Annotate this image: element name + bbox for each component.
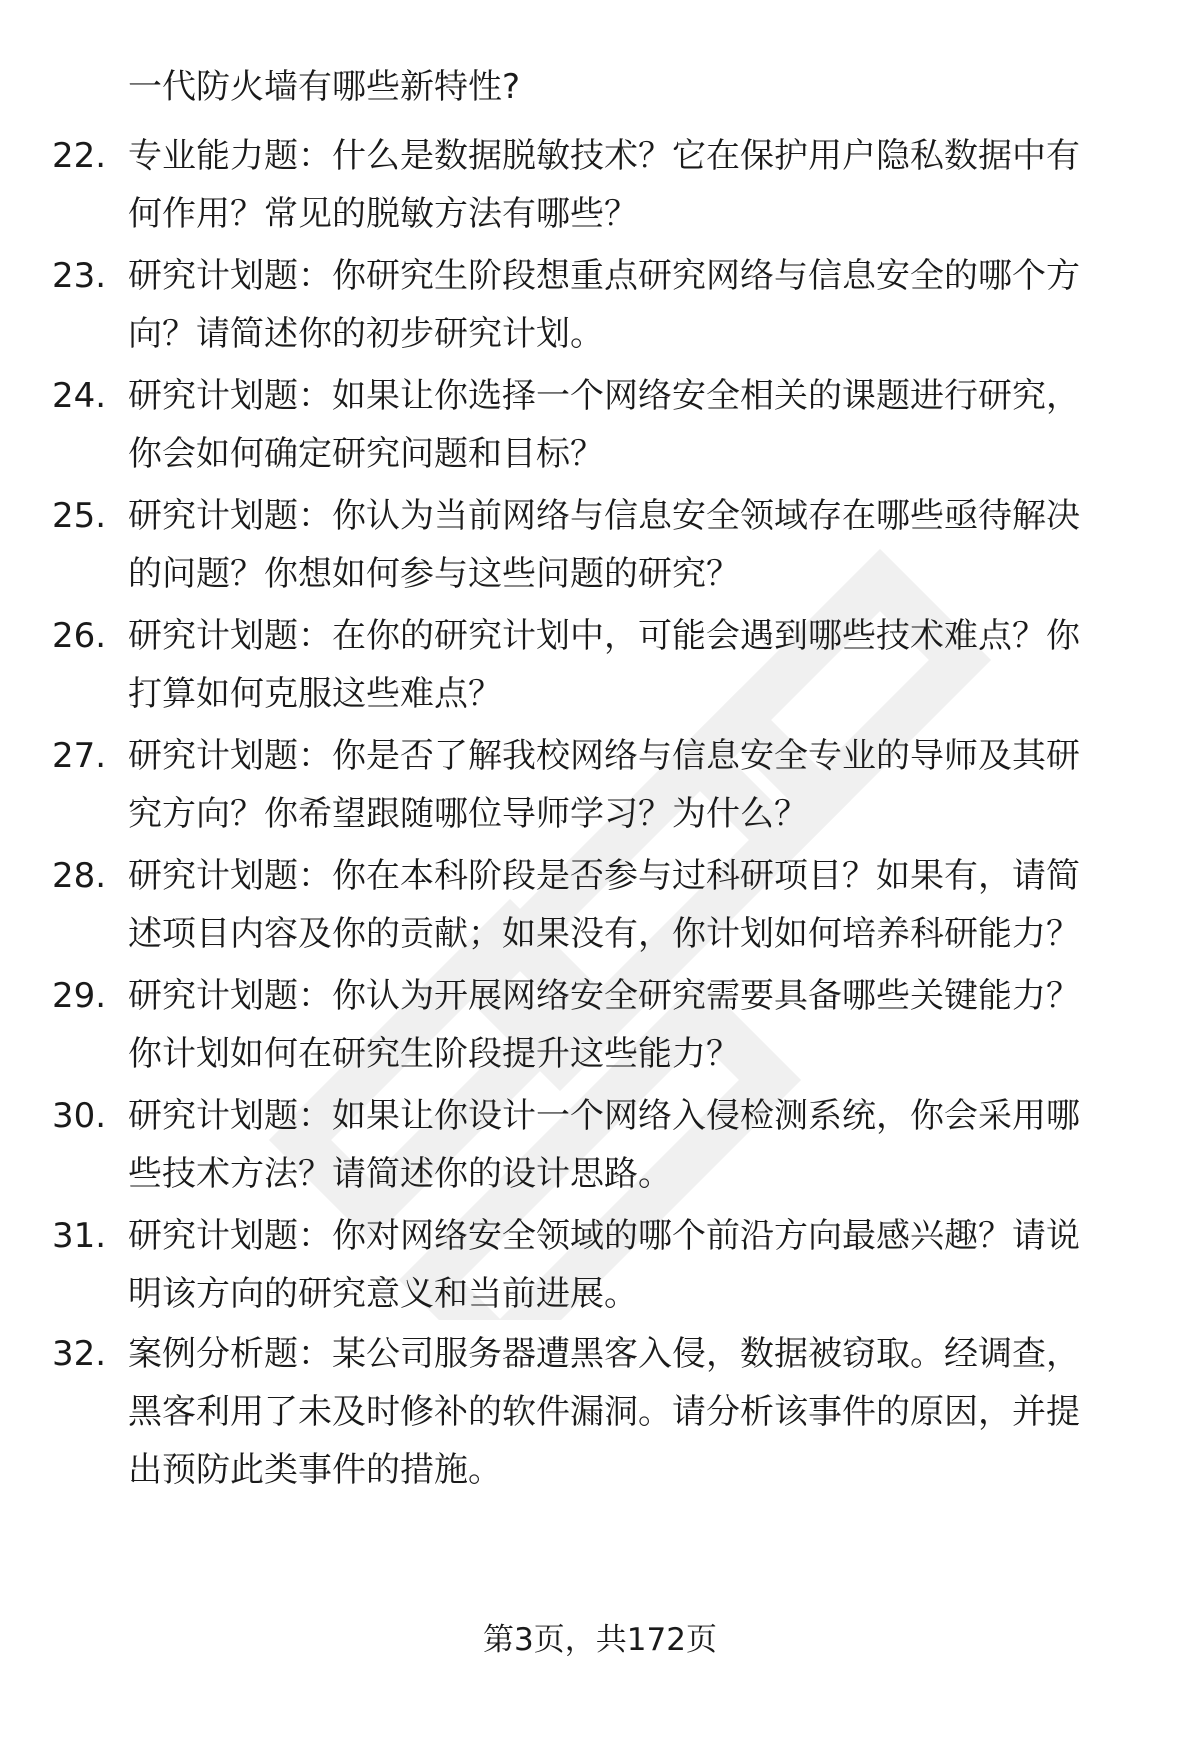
list-item bbox=[0, 247, 1200, 367]
question-line: 研究计划题：你是否了解我校网络与信息安全专业的导师及其研 bbox=[128, 736, 1080, 776]
question-number: 27. bbox=[52, 736, 107, 776]
question-line: 黑客利用了未及时修补的软件漏洞。请分析该事件的原因，并提 bbox=[128, 1392, 1080, 1432]
question-number: 30. bbox=[52, 1096, 107, 1136]
question-text bbox=[128, 367, 1158, 483]
question-number: 28. bbox=[52, 856, 107, 896]
question-line: 研究计划题：你对网络安全领域的哪个前沿方向最感兴趣？请说 bbox=[128, 1216, 1080, 1256]
question-line: 打算如何克服这些难点？ bbox=[128, 674, 502, 714]
question-line: 专业能力题：什么是数据脱敏技术？它在保护用户隐私数据中有 bbox=[128, 136, 1080, 176]
question-number: 25. bbox=[52, 496, 107, 536]
question-text bbox=[128, 967, 1158, 1083]
question-number: 24. bbox=[52, 376, 107, 416]
list-item bbox=[0, 1207, 1200, 1327]
question-text bbox=[128, 607, 1158, 723]
question-number: 29. bbox=[52, 976, 107, 1016]
question-line: 明该方向的研究意义和当前进展。 bbox=[128, 1274, 638, 1314]
question-text bbox=[128, 247, 1158, 363]
question-number: 22. bbox=[52, 136, 107, 176]
question-line: 的问题？你想如何参与这些问题的研究？ bbox=[128, 554, 740, 594]
list-item bbox=[0, 367, 1200, 487]
question-text bbox=[128, 487, 1158, 603]
question-line: 出预防此类事件的措施。 bbox=[128, 1450, 502, 1490]
question-text bbox=[128, 1325, 1158, 1499]
question-number: 31. bbox=[52, 1216, 107, 1256]
question-number: 26. bbox=[52, 616, 107, 656]
question-text bbox=[128, 1087, 1158, 1203]
question-line: 研究计划题：你研究生阶段想重点研究网络与信息安全的哪个方 bbox=[128, 256, 1080, 296]
list-item bbox=[0, 847, 1200, 967]
question-text bbox=[128, 127, 1158, 243]
list-item bbox=[0, 1087, 1200, 1207]
question-line: 研究计划题：在你的研究计划中，可能会遇到哪些技术难点？你 bbox=[128, 616, 1080, 656]
question-text bbox=[128, 847, 1158, 963]
question-text bbox=[128, 727, 1158, 843]
question-line: 案例分析题：某公司服务器遭黑客入侵，数据被窃取。经调查， bbox=[128, 1334, 1080, 1374]
list-item bbox=[0, 1325, 1200, 1490]
question-line: 何作用？常见的脱敏方法有哪些？ bbox=[128, 194, 638, 234]
question-line: 你计划如何在研究生阶段提升这些能力？ bbox=[128, 1034, 740, 1074]
question-line: 研究计划题：你认为当前网络与信息安全领域存在哪些亟待解决 bbox=[128, 496, 1080, 536]
question-line: 向？请简述你的初步研究计划。 bbox=[128, 314, 604, 354]
question-line: 研究计划题：如果让你设计一个网络入侵检测系统，你会采用哪 bbox=[128, 1096, 1080, 1136]
continuation-text: 一代防火墙有哪些新特性? bbox=[128, 67, 521, 107]
list-item bbox=[0, 967, 1200, 1087]
question-line: 研究计划题：你认为开展网络安全研究需要具备哪些关键能力？ bbox=[128, 976, 1080, 1016]
list-item bbox=[0, 127, 1200, 247]
list-item bbox=[0, 607, 1200, 727]
list-item bbox=[0, 727, 1200, 847]
question-text bbox=[128, 1207, 1158, 1323]
question-number: 23. bbox=[52, 256, 107, 296]
question-line: 研究计划题：你在本科阶段是否参与过科研项目？如果有，请简 bbox=[128, 856, 1080, 896]
page-footer: 第3页，共172页 bbox=[483, 1622, 717, 1658]
question-number: 32. bbox=[52, 1334, 107, 1374]
question-line: 些技术方法？请简述你的设计思路。 bbox=[128, 1154, 672, 1194]
question-line: 你会如何确定研究问题和目标？ bbox=[128, 434, 604, 474]
question-line: 究方向？你希望跟随哪位导师学习？为什么？ bbox=[128, 794, 808, 834]
question-line: 述项目内容及你的贡献；如果没有，你计划如何培养科研能力？ bbox=[128, 914, 1080, 954]
question-line: 研究计划题：如果让你选择一个网络安全相关的课题进行研究， bbox=[128, 376, 1080, 416]
list-item bbox=[0, 487, 1200, 607]
